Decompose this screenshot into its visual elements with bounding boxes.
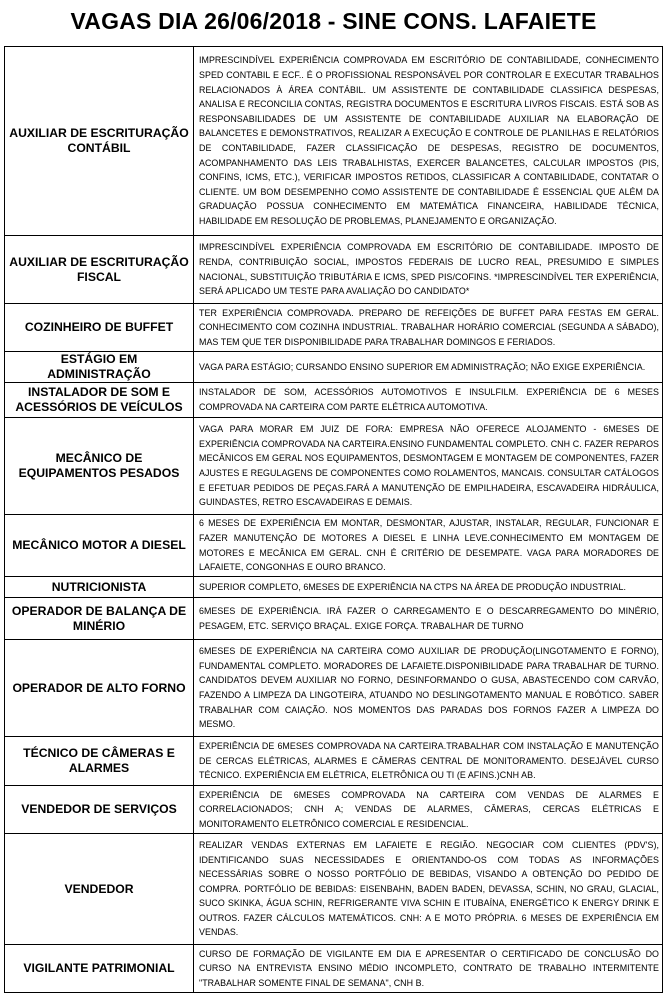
table-row — [5, 945, 663, 993]
table-row — [5, 737, 663, 786]
table-row — [5, 418, 663, 515]
job-role: VIGILANTE PATRIMONIAL — [5, 945, 194, 993]
job-role: MECÂNICO DE EQUIPAMENTOS PESADOS — [5, 418, 194, 515]
jobs-table — [4, 46, 663, 993]
job-role: OPERADOR DE ALTO FORNO — [5, 640, 194, 737]
job-role: VENDEDOR DE SERVIÇOS — [5, 786, 194, 834]
table-row — [5, 786, 663, 834]
job-description: SUPERIOR COMPLETO, 6MESES DE EXPERIÊNCIA NA CTPS NA ÁREA DE PRODUÇÃO INDUSTRIAL. — [194, 577, 663, 598]
job-role: NUTRICIONISTA — [5, 577, 194, 598]
job-description: 6MESES DE EXPERIÊNCIA NA CARTEIRA COMO AUXILIAR DE PRODUÇÃO(LINGOTAMENTO E FORNO), FUNDAMENTAL COMPLETO. MORADORES DE LAFAIETE.DISPONIBILIDADE PARA TRABALHAR DE TURNO. CANDIDATOS DEVEM AUXILIAR NO FORNO, DESINFORMANDO O GUSA, ABASTECENDO COM CARVÃO, FAZENDO A LIMPEZA DA LINGOTEIRA, ATUANDO NO DESLINGOTAMENTO MANUAL E ROBÓTICO. SABER TRABALHAR COM CAIAÇÃO. NOS MOMENTOS DAS PARADAS DOS FORNOS FAZER A LIMPEZA DO MESMO. — [194, 640, 663, 737]
page-title: VAGAS DIA 26/06/2018 - SINE CONS. LAFAIETE — [70, 7, 597, 34]
job-role: ESTÁGIO EM ADMINISTRAÇÃO — [5, 352, 194, 383]
job-role: AUXILIAR DE ESCRITURAÇÃO FISCAL — [5, 236, 194, 304]
job-description: IMPRESCINDÍVEL EXPERIÊNCIA COMPROVADA EM ESCRITÓRIO DE CONTABILIDADE. IMPOSTO DE RENDA, CONTRIBUIÇÃO SOCIAL, IMPOSTOS FEDERAIS DE LUCRO REAL, PRESUMIDO E SIMPLES NACIONAL, SUBSTITUIÇÃO TRIBUTÁRIA E ICMS, SPED PIS/COFINS. *IMPRESCINDÍVEL TER EXPERIÊNCIA, SERÁ APLICADO UM TESTE PARA AVALIAÇÃO DO CANDIDATO* — [194, 236, 663, 304]
job-description: CURSO DE FORMAÇÃO DE VIGILANTE EM DIA E APRESENTAR O CERTIFICADO DE CONCLUSÃO DO CURSO NA ENTREVISTA ENSINO MÉDIO INCOMPLETO, CONTRATO DE TRABALHO INTERMITENTE "TRABALHAR SOMENTE FINAL DE SEMANA", CNH B. — [194, 945, 663, 993]
job-description: VAGA PARA ESTÁGIO; CURSANDO ENSINO SUPERIOR EM ADMINISTRAÇÃO; NÃO EXIGE EXPERIÊNCIA. — [194, 352, 663, 383]
job-role: TÉCNICO DE CÂMERAS E ALARMES — [5, 737, 194, 786]
job-description: IMPRESCINDÍVEL EXPERIÊNCIA COMPROVADA EM ESCRITÓRIO DE CONTABILIDADE, CONHECIMENTO SPED CONTABIL E ECF.. É O PROFISSIONAL RESPONSÁVEL POR CONTROLAR E EXECUTAR TRABALHOS RELACIONADOS À ÁREA CONTÁBIL. UM ASSISTENTE DE CONTABILIDADE CLASSIFICA DESPESAS, ANALISA E RECONCILIA CONTAS, REGISTRA DOCUMENTOS E ESCRITURA LIVROS FISCAIS. ESTÁ SOB AS RESPONSABILIDADES DE UM ASSISTENTE DE CONTABILIDADE AUXILIAR NA ELABORAÇÃO DE BALANCETES E DEMONSTRATIVOS, REALIZAR A EXECUÇÃO E CONTROLE DE PLANILHAS E RELATÓRIOS DE CONTABILIDADE, FAZER CLASSIFICAÇÃO DE DESPESAS, REGISTRO DE DOCUMENTOS, ACOMPANHAMENTO DAS LEIS TRABALHISTAS, EXERCER BALANCETES, CALCULAR IMPOSTOS (PIS, CONFINS, ICMS, ETC.), VERIFICAR IMPOSTOS RETIDOS, CLASSIFICAR A CONTABILIDADE, CONTATAR O CLIENTE. UM BOM DESEMPENHO COMO ASSISTENTE DE CONTABILIDADE É ESSENCIAL QUE ALÉM DA GRADUAÇÃO POSSUA CONHECIMENTO EM MATEMÁTICA FINANCEIRA, HABILIDADE TÉCNICA, HABILIDADE EM RESOLUÇÃO DE PROBLEMAS, PLANEJAMENTO E ORGANIZAÇÃO. — [194, 47, 663, 236]
job-description: 6MESES DE EXPERIÊNCIA. IRÁ FAZER O CARREGAMENTO E O DESCARREGAMENTO DO MINÉRIO, PESAGEM, ETC. SERVIÇO BRAÇAL. EXIGE FORÇA. TRABALHAR DE TURNO — [194, 598, 663, 640]
table-row — [5, 47, 663, 236]
job-role: OPERADOR DE BALANÇA DE MINÉRIO — [5, 598, 194, 640]
table-row — [5, 834, 663, 945]
table-row — [5, 577, 663, 598]
job-description: EXPERIÊNCIA DE 6MESES COMPROVADA NA CARTEIRA COM VENDAS DE ALARMES E CORRELACIONADOS; CNH A; VENDAS DE ALARMES, CÂMERAS, CERCAS ELÉTRICAS E MONITORAMENTO ELETRÔNICO COMERCIAL E RESIDENCIAL. — [194, 786, 663, 834]
table-row — [5, 236, 663, 304]
table-row — [5, 640, 663, 737]
job-role: VENDEDOR — [5, 834, 194, 945]
job-description: EXPERIÊNCIA DE 6MESES COMPROVADA NA CARTEIRA.TRABALHAR COM INSTALAÇÃO E MANUTENÇÃO DE CERCAS ELÉTRICAS, ALARMES E CÂMERAS CENTRAL DE MONITORAMENTO. DESEJÁVEL CURSO TÉCNICO. EXPERIÊNCIA EM ELÉTRICA, ELETRÔNICA OU TI (E AFINS.)CNH AB. — [194, 737, 663, 786]
table-row — [5, 352, 663, 383]
job-description: VAGA PARA MORAR EM JUIZ DE FORA: EMPRESA NÃO OFERECE ALOJAMENTO - 6MESES DE EXPERIÊNCIA COMPROVADA NA CARTEIRA.ENSINO FUNDAMENTAL COMPLETO. CNH C. FAZER REPAROS MECÂNICOS EM GERAL NOS EQUIPAMENTOS, DESMONTAGEM E MONTAGEM DE COMPONENTES, FAZER AJUSTES E REGULAGENS DE COMPONENTES COMO ROLAMENTOS, MANCAIS. CONSULTAR CATÁLOGOS E EFETUAR PEDIDOS DE PEÇAS.FARÁ A MANUTENÇÃO DE EMPILHADEIRA, ESCAVADEIRA HIDRÁULICA, GUINDASTES, RETRO ESCAVADEIRAS E DEMAIS. — [194, 418, 663, 515]
job-description: 6 MESES DE EXPERIÊNCIA EM MONTAR, DESMONTAR, AJUSTAR, INSTALAR, REGULAR, FUNCIONAR E FAZER MANUTENÇÃO DE MOTORES A DIESEL E LINHA LEVE.CONHECIMENTO EM MONTAGEM DE MOTORES E MECÂNICA EM GERAL. CNH É CRITÉRIO DE DESEMPATE. VAGA PARA MORADORES DE LAFAIETE, CONGONHAS E OURO BRANCO. — [194, 515, 663, 577]
job-description: INSTALADOR DE SOM, ACESSÓRIOS AUTOMOTIVOS E INSULFILM. EXPERIÊNCIA DE 6 MESES COMPROVADA NA CARTEIRA COM PARTE ELÉTRICA AUTOMOTIVA. — [194, 383, 663, 418]
table-row — [5, 598, 663, 640]
job-role: INSTALADOR DE SOM E ACESSÓRIOS DE VEÍCULOS — [5, 383, 194, 418]
table-row — [5, 304, 663, 352]
job-description: TER EXPERIÊNCIA COMPROVADA. PREPARO DE REFEIÇÕES DE BUFFET PARA FESTAS EM GERAL. CONHECIMENTO COM COZINHA INDUSTRIAL. TRABALHAR HORÁRIO COMERCIAL (SEGUNDA A SÁBADO), MAS TEM QUE TER DISPONIBILIDADE PARA TRABALHAR DOMINGOS E FERIADOS. — [194, 304, 663, 352]
job-role: MECÂNICO MOTOR A DIESEL — [5, 515, 194, 577]
table-row — [5, 383, 663, 418]
job-role: AUXILIAR DE ESCRITURAÇÃO CONTÁBIL — [5, 47, 194, 236]
job-description: REALIZAR VENDAS EXTERNAS EM LAFAIETE E REGIÃO. NEGOCIAR COM CLIENTES (PDV'S), IDENTIFICANDO SUAS NECESSIDADES E ORIENTANDO-OS COM TODAS AS INFORMAÇÕES NECESSÁRIAS SOBRE O NOSSO PORTFÓLIO DE BEBIDAS, VISANDO A OBTENÇÃO DO PEDIDO DE COMPRA. PORTFÓLIO DE BEBIDAS: EISENBAHN, BADEN BADEN, DEVASSA, SCHIN, NO GRAU, GLACIAL, SUCO SKINKA, ÁGUA SCHIN, REFRIGERANTE VIVA SCHIN E ITUBAÍNA, ENERGÉTICO K ENERGY DRINK E OUTROS. FAZER CÁLCULOS MATEMÁTICOS. CNH: A E MOTO PRÓPRIA. 6 MESES DE EXPERIÊNCIA EM VENDAS. — [194, 834, 663, 945]
job-role: COZINHEIRO DE BUFFET — [5, 304, 194, 352]
table-row — [5, 515, 663, 577]
